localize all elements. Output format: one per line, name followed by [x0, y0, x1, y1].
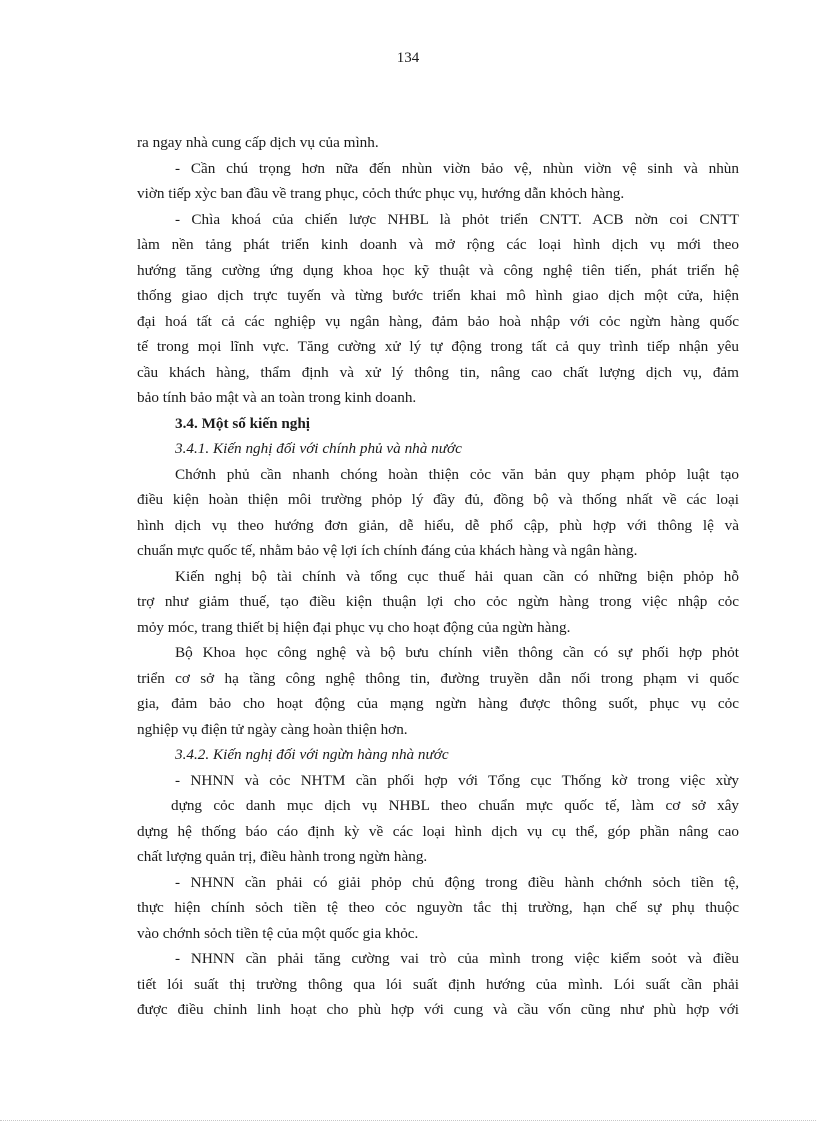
text-line: thống giao dịch trực tuyến và từng bước triển khai mô hình giao dịch một cửa, hiện [137, 287, 739, 304]
text-line: Bộ Khoa học công nghệ và bộ bưu chính viễn thông cần có sự phối hợp phỏt [175, 644, 739, 661]
section-heading: 3.4. Một số kiến nghị [175, 414, 311, 432]
text-line: - NHNN cần phải tăng cường vai trò của mình trong việc kiểm soỏt và điều [175, 950, 739, 967]
text-line: dựng cỏc danh mục dịch vụ NHBL theo chuẩn mực quốc tế, làm cơ sở xây [171, 797, 739, 814]
text-line: hình dịch vụ theo hướng đơn giản, dễ hiểu, dễ phổ cập, phù hợp với thông lệ và [137, 516, 739, 534]
text-line: Chớnh phủ cần nhanh chóng hoàn thiện cỏc văn bản quy phạm phỏp luật tạo [175, 465, 739, 483]
text-line: viờn tiếp xỳc ban đầu về trang phục, cỏch thức phục vụ, hướng dẫn khỏch hàng. [137, 185, 625, 202]
text-line: làm nền tảng phát triển kinh doanh và mở rộng các loại hình dịch vụ mới theo [137, 236, 739, 253]
document-body [137, 130, 739, 1023]
text-line: chất lượng quản trị, điều hành trong ngừn hàng. [137, 848, 428, 865]
text-line: tiết lói suất thị trường thông qua lói suất định hướng của mình. Lói suất cần phải [137, 975, 739, 993]
page-number: 134 [396, 50, 420, 66]
text-line: gia, đảm bảo cho hoạt động của mạng ngừn hàng được thông suốt, phục vụ cỏc [137, 695, 739, 712]
text-line: tế trong mọi lĩnh vực. Tăng cường xử lý tự động trong tất cả quy trình tiếp nhận yêu [137, 338, 739, 355]
text-line: đại hoá tất cả các nghiệp vụ ngân hàng, đảm bảo hoà nhập với cỏc ngừn hàng quốc [137, 312, 739, 330]
text-line: - NHNN cần phải có giải phỏp chủ động trong điều hành chớnh sỏch tiền tệ, [175, 873, 739, 891]
text-line: - NHNN và cỏc NHTM cần phối hợp với Tổng cục Thống kờ trong việc xừy [175, 771, 739, 789]
text-line: hướng tăng cường ứng dụng khoa học kỹ thuật và công nghệ tiên tiến, phát triển hệ [137, 261, 739, 279]
page-bottom-divider [0, 1120, 816, 1121]
text-line: cầu khách hàng, thẩm định và xử lý thông tin, nâng cao chất lượng dịch vụ, đảm [137, 363, 739, 381]
text-line: ra ngay nhà cung cấp dịch vụ của mình. [137, 134, 379, 151]
text-line: mỏy móc, trang thiết bị hiện đại phục vụ cho hoạt động của ngừn hàng. [137, 618, 571, 636]
text-line: được điều chỉnh linh hoạt cho phù hợp với cung và cầu vốn cũng như phù hợp với [137, 1001, 739, 1018]
text-line: bảo tính bảo mật và an toàn trong kinh doanh. [137, 389, 417, 406]
text-line: trợ như giảm thuế, tạo điều kiện thuận lợi cho cỏc ngừn hàng trong việc nhập cỏc [137, 593, 739, 610]
text-line: thực hiện chính sỏch tiền tệ theo cỏc nguyờn tắc thị trường, hạn chế sự phụ thuộc [137, 899, 739, 916]
text-line: dựng hệ thống báo cáo định kỳ về các loại hình dịch vụ cụ thể, góp phần nâng cao [137, 822, 739, 840]
text-line: triển cơ sở hạ tầng công nghệ thông tin, đường truyền dẫn nối trong phạm vi quốc [137, 669, 739, 687]
text-line: vào chớnh sỏch tiền tệ của một quốc gia khỏc. [137, 924, 419, 942]
text-line: - Cần chú trọng hơn nữa đến nhùn viờn bảo vệ, nhùn viờn vệ sinh và nhùn [175, 159, 739, 177]
text-line: điều kiện hoàn thiện môi trường phỏp lý đầy đủ, đồng bộ và thống nhất về các loại [137, 491, 739, 508]
text-line: - Chìa khoá của chiến lược NHBL là phỏt triển CNTT. ACB nờn coi CNTT [175, 210, 739, 228]
subsection-heading: 3.4.1. Kiến nghị đối với chính phủ và nhà nước [175, 440, 462, 457]
text-line: chuẩn mực quốc tế, nhằm bảo vệ lợi ích chính đáng của khách hàng và ngân hàng. [137, 542, 638, 559]
subsection-heading: 3.4.2. Kiến nghị đối với ngừn hàng nhà nước [175, 746, 449, 763]
text-line: nghiệp vụ điện tử ngày càng hoàn thiện hơn. [137, 720, 408, 738]
text-line: Kiến nghị bộ tài chính và tổng cục thuế hải quan cần có những biện phỏp hỗ [175, 567, 739, 585]
